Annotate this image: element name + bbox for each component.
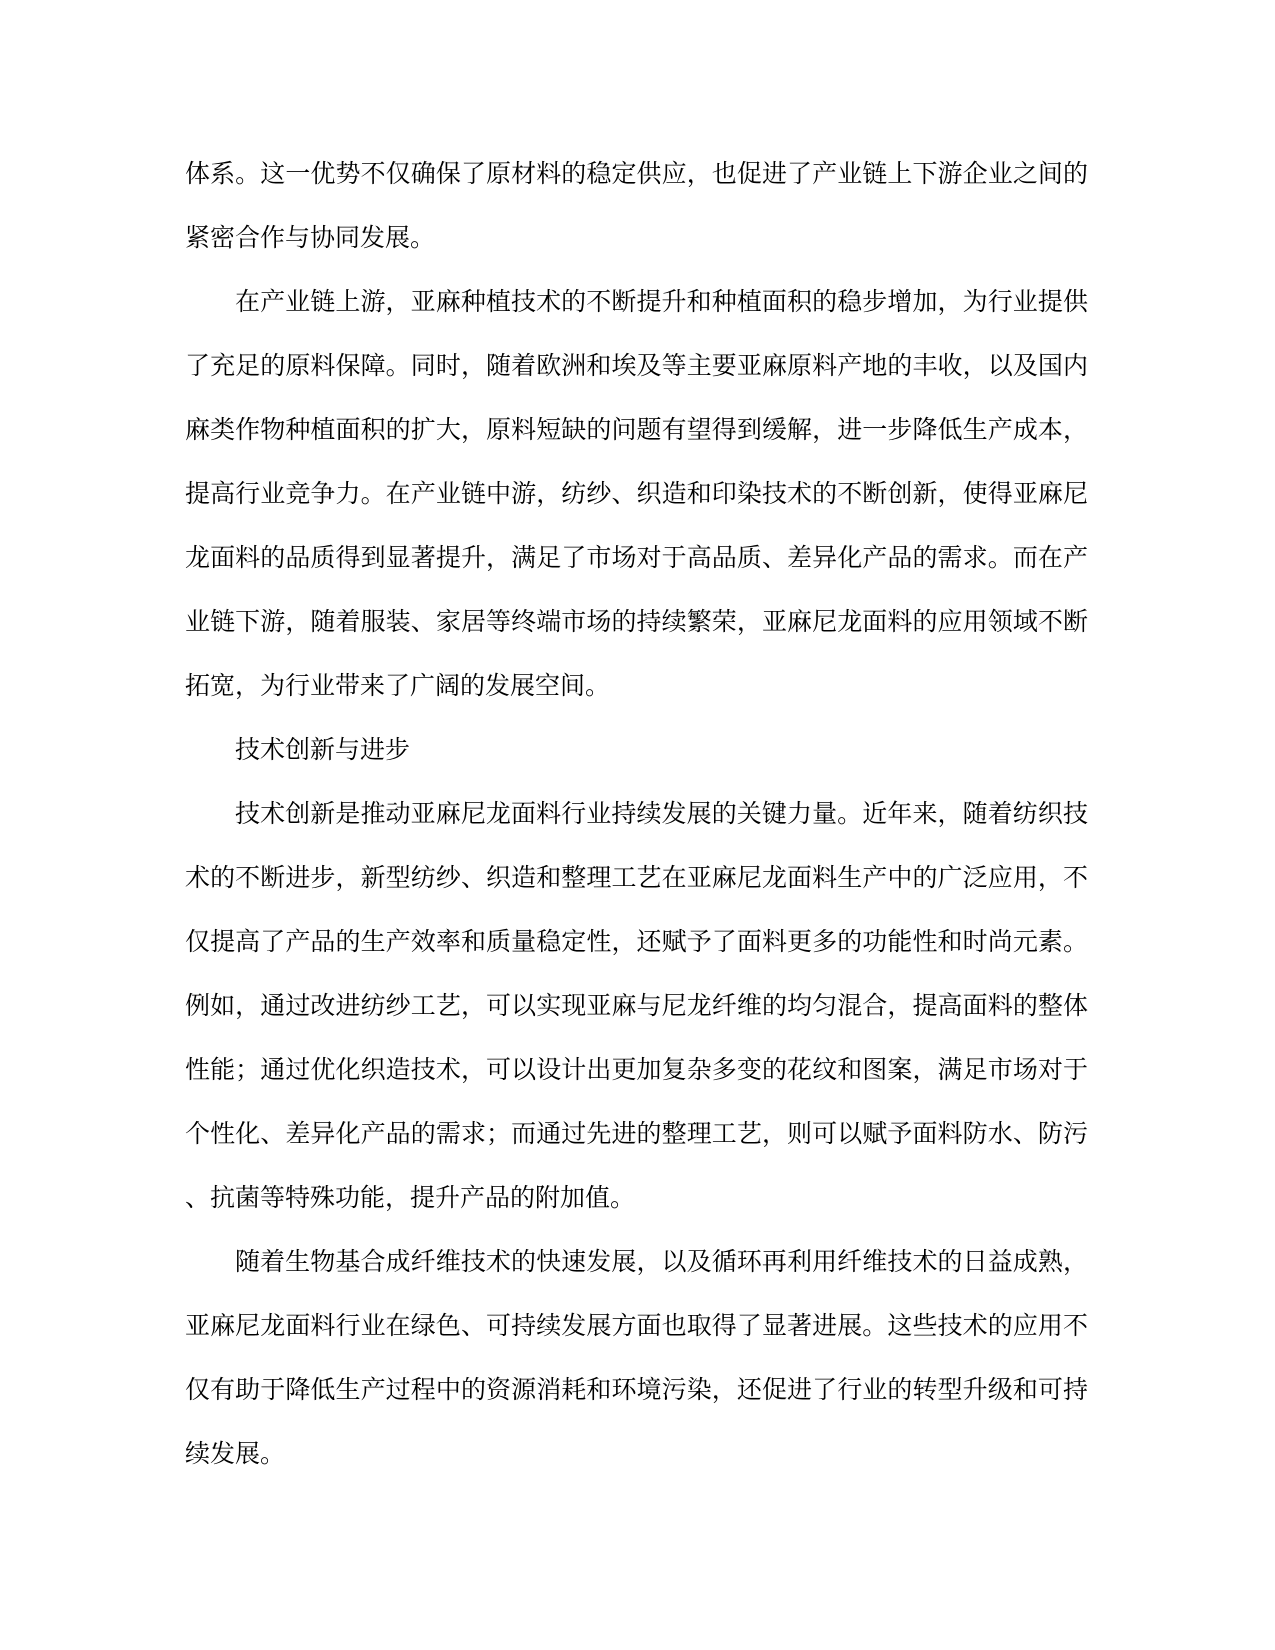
paragraph-continuation: 体系。这一优势不仅确保了原材料的稳定供应，也促进了产业链上下游企业之间的紧密合作与协同发展。 (185, 160, 1088, 252)
paragraph-sustainability: 随着生物基合成纤维技术的快速发展，以及循环再利用纤维技术的日益成熟，亚麻尼龙面料行业在绿色、可持续发展方面也取得了显著进展。这些技术的应用不仅有助于降低生产过程中的资源消耗和环境污染，还促进了行业的转型升级和可持续发展。 (185, 1248, 1088, 1468)
section-heading-tech-innovation: 技术创新与进步 (235, 736, 411, 764)
document-text-block (185, 142, 1088, 1486)
paragraph-tech-innovation: 技术创新是推动亚麻尼龙面料行业持续发展的关键力量。近年来，随着纺织技术的不断进步，新型纺纱、织造和整理工艺在亚麻尼龙面料生产中的广泛应用，不仅提高了产品的生产效率和质量稳定性，还赋予了面料更多的功能性和时尚元素。例如，通过改进纺纱工艺，可以实现亚麻与尼龙纤维的均匀混合，提高面料的整体性能；通过优化织造技术，可以设计出更加复杂多变的花纹和图案，满足市场对于个性化、差异化产品的需求；而通过先进的整理工艺，则可以赋予面料防水、防污、抗菌等特殊功能，提升产品的附加值。 (185, 800, 1088, 1212)
paragraph-industry-chain: 在产业链上游，亚麻种植技术的不断提升和种植面积的稳步增加，为行业提供了充足的原料保障。同时，随着欧洲和埃及等主要亚麻原料产地的丰收，以及国内麻类作物种植面积的扩大，原料短缺的问题有望得到缓解，进一步降低生产成本，提高行业竞争力。在产业链中游，纺纱、织造和印染技术的不断创新，使得亚麻尼龙面料的品质得到显著提升，满足了市场对于高品质、差异化产品的需求。而在产业链下游，随着服装、家居等终端市场的持续繁荣，亚麻尼龙面料的应用领域不断拓宽，为行业带来了广阔的发展空间。 (185, 288, 1088, 700)
